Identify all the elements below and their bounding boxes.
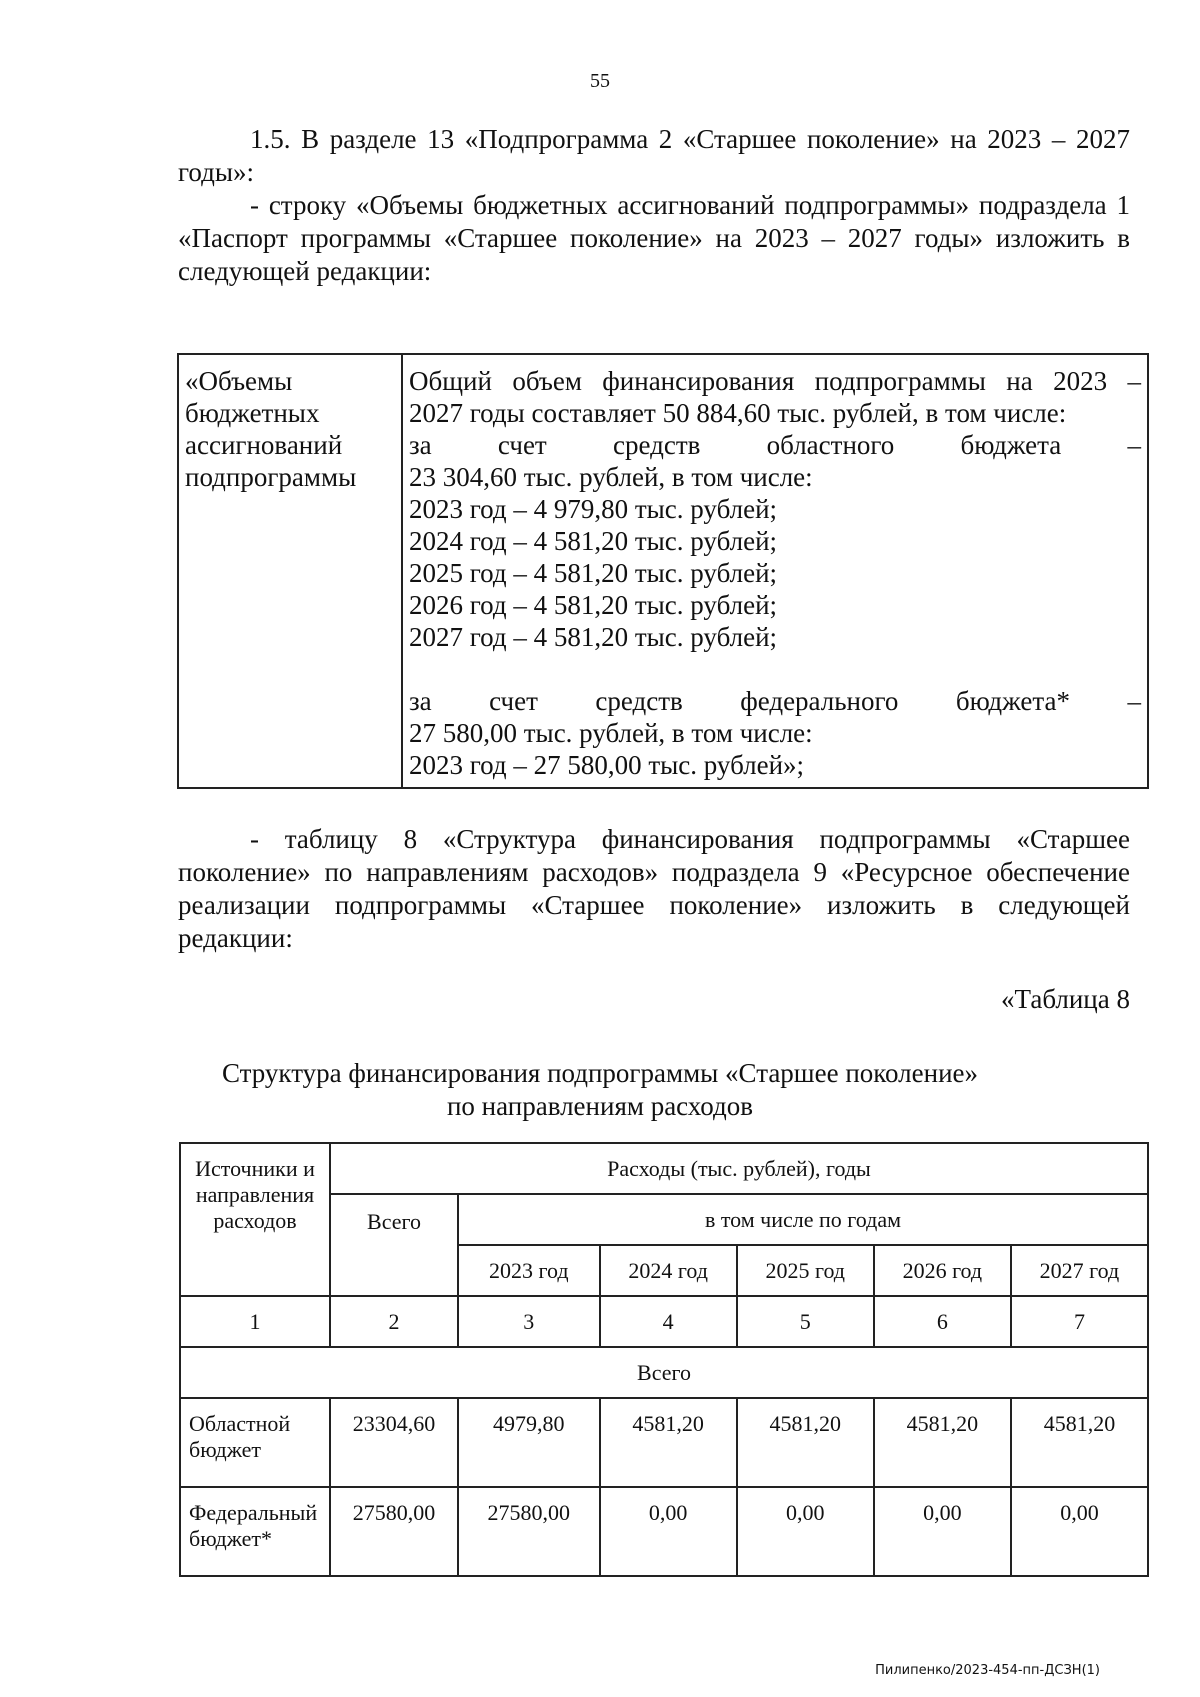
header-year: 2027 год bbox=[1011, 1245, 1148, 1296]
header-sources: Источники и направления расходов bbox=[180, 1143, 330, 1296]
column-number: 6 bbox=[874, 1296, 1011, 1347]
table-caption: «Таблица 8 bbox=[1001, 984, 1130, 1014]
passport-federal-line: 2023 год – 27 580,00 тыс. рублей»; bbox=[409, 750, 805, 780]
table-title-line: по направлениям расходов bbox=[446, 1091, 753, 1121]
column-number: 4 bbox=[600, 1296, 737, 1347]
footer-document-code: Пилипенко/2023-454-пп-ДСЗН(1) bbox=[875, 1663, 1100, 1678]
header-year: 2023 год bbox=[458, 1245, 600, 1296]
table-title bbox=[0, 1057, 1200, 1123]
row-value: 0,00 bbox=[600, 1487, 737, 1576]
row-value: 4581,20 bbox=[874, 1398, 1011, 1487]
financing-table bbox=[179, 1142, 1149, 1577]
table-instruction-paragraph: - таблицу 8 «Структура финансирования подпрограммы «Старшее поколение» по направлениям расходов» подраздела 9 «Ресурсное обеспечение реализации подпрограммы «Старшее поколение» изложить в следующей редакции: bbox=[178, 824, 1130, 953]
passport-line: 2026 год – 4 581,20 тыс. рублей; bbox=[409, 590, 778, 620]
intro-paragraph-1: 1.5. В разделе 13 «Подпрограмма 2 «Старшее поколение» на 2023 – 2027 годы»: bbox=[178, 124, 1130, 187]
passport-line: 2024 год – 4 581,20 тыс. рублей; bbox=[409, 526, 778, 556]
passport-federal-line: за счет средств федерального бюджета* – bbox=[409, 686, 1141, 716]
header-total: Всего bbox=[330, 1194, 458, 1296]
spacer bbox=[409, 653, 1141, 685]
passport-line: 2023 год – 4 979,80 тыс. рублей; bbox=[409, 494, 778, 524]
row-value: 4581,20 bbox=[1011, 1398, 1148, 1487]
column-number: 5 bbox=[737, 1296, 874, 1347]
passport-label: «Объемы бюджетных ассигнований подпрограммы bbox=[178, 354, 402, 788]
header-year: 2024 год bbox=[600, 1245, 737, 1296]
row-value: 27580,00 bbox=[330, 1487, 458, 1576]
header-year: 2025 год bbox=[737, 1245, 874, 1296]
passport-table bbox=[177, 353, 1149, 789]
passport-line: 2027 год – 4 581,20 тыс. рублей; bbox=[409, 622, 778, 652]
column-number: 1 bbox=[180, 1296, 330, 1347]
passport-content bbox=[402, 354, 1148, 788]
row-value: 27580,00 bbox=[458, 1487, 600, 1576]
row-value: 4581,20 bbox=[737, 1398, 874, 1487]
row-value: 23304,60 bbox=[330, 1398, 458, 1487]
passport-line: 23 304,60 тыс. рублей, в том числе: bbox=[409, 462, 813, 492]
row-value: 0,00 bbox=[737, 1487, 874, 1576]
section-header: Всего bbox=[180, 1347, 1148, 1398]
passport-line: 2027 годы составляет 50 884,60 тыс. рублей, в том числе: bbox=[409, 398, 1067, 428]
table-row bbox=[180, 1487, 1148, 1576]
passport-line: за счет средств областного бюджета – bbox=[409, 430, 1141, 460]
row-value: 0,00 bbox=[874, 1487, 1011, 1576]
row-value: 4979,80 bbox=[458, 1398, 600, 1487]
table-title-line: Структура финансирования подпрограммы «Старшее поколение» bbox=[222, 1058, 978, 1088]
header-by-years: в том числе по годам bbox=[458, 1194, 1148, 1245]
passport-federal-line: 27 580,00 тыс. рублей, в том числе: bbox=[409, 718, 813, 748]
header-expenses: Расходы (тыс. рублей), годы bbox=[330, 1143, 1148, 1194]
passport-line: Общий объем финансирования подпрограммы на 2023 – bbox=[409, 366, 1141, 396]
column-number: 3 bbox=[458, 1296, 600, 1347]
column-number: 7 bbox=[1011, 1296, 1148, 1347]
passport-line: 2025 год – 4 581,20 тыс. рублей; bbox=[409, 558, 778, 588]
page-number: 55 bbox=[590, 70, 610, 92]
row-source: Областной бюджет bbox=[180, 1398, 330, 1487]
row-value: 0,00 bbox=[1011, 1487, 1148, 1576]
table-row bbox=[180, 1398, 1148, 1487]
row-source: Федеральный бюджет* bbox=[180, 1487, 330, 1576]
column-number: 2 bbox=[330, 1296, 458, 1347]
row-value: 4581,20 bbox=[600, 1398, 737, 1487]
header-year: 2026 год bbox=[874, 1245, 1011, 1296]
intro-paragraph-2: - строку «Объемы бюджетных ассигнований подпрограммы» подраздела 1 «Паспорт программы «Старшее поколение» на 2023 – 2027 годы» изложить в следующей редакции: bbox=[178, 190, 1130, 286]
